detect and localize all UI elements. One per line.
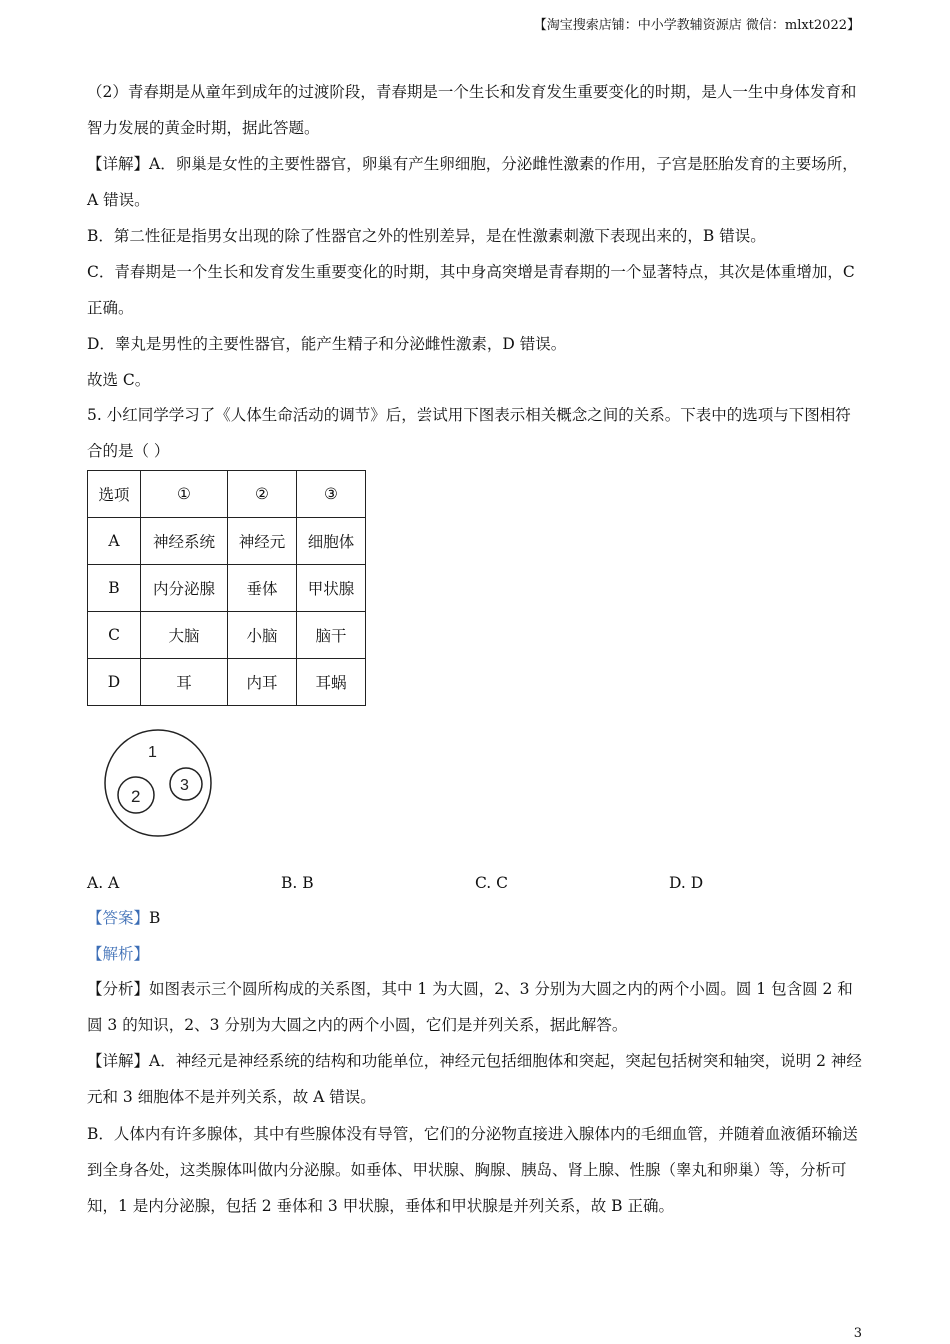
page-header: 【淘宝搜索店铺：中小学教辅资源店 微信：mlxt2022】	[533, 18, 860, 33]
table-cell: D	[88, 659, 141, 706]
table-cell: 大脑	[141, 612, 228, 659]
table-header-row	[88, 471, 366, 518]
label-1: 1	[148, 744, 157, 761]
table-cell: 细胞体	[297, 518, 366, 565]
table-header-cell: 选项	[88, 471, 141, 518]
options-table	[87, 470, 366, 706]
paragraph: 【分析】如图表示三个圆所构成的关系图，其中 1 为大圆，2、3 分别为大圆之内的两个小圆。圆 1 包含圆 2 和圆 3 的知识，2、3 分别为大圆之内的两个小圆，它们是并列关系，据此解答。	[87, 980, 853, 1034]
analysis-tag: 【解析】	[87, 945, 150, 963]
choice-d: D. D	[669, 874, 704, 892]
paragraph: C．青春期是一个生长和发育发生重要变化的时期，其中身高突增是青春期的一个显著特点，其次是体重增加，C 正确。	[87, 263, 855, 317]
choice-b: B. B	[281, 874, 314, 892]
table-cell: 神经系统	[141, 518, 228, 565]
table-header-cell: ①	[141, 471, 228, 518]
table-cell: 小脑	[228, 612, 297, 659]
table-cell: 脑干	[297, 612, 366, 659]
paragraph: B．第二性征是指男女出现的除了性器官之外的性别差异，是在性激素刺激下表现出来的，B 错误。	[87, 227, 766, 245]
paragraph: 【详解】A．卵巢是女性的主要性器官，卵巢有产生卵细胞，分泌雌性激素的作用，子宫是胚胎发育的主要场所，A 错误。	[87, 155, 858, 209]
question-5: 5. 小红同学学习了《人体生命活动的调节》后，尝试用下图表示相关概念之间的关系。下表中的选项与下图相符合的是（ ）	[87, 406, 851, 460]
table-cell: 耳蜗	[297, 659, 366, 706]
table-header-cell: ②	[228, 471, 297, 518]
label-3: 3	[180, 777, 189, 794]
table-row	[88, 518, 366, 565]
answer-tag: 【答案】	[87, 909, 150, 927]
table-cell: B	[88, 565, 141, 612]
table-row	[88, 565, 366, 612]
choice-a: A. A	[87, 874, 120, 892]
concept-circles-diagram	[100, 722, 220, 844]
answer-choices	[87, 870, 867, 896]
table-cell: 垂体	[228, 565, 297, 612]
table-cell: 内耳	[228, 659, 297, 706]
paragraph: D．睾丸是男性的主要性器官，能产生精子和分泌雌性激素，D 错误。	[87, 335, 567, 353]
table-cell: 内分泌腺	[141, 565, 228, 612]
paragraph: （2）青春期是从童年到成年的过渡阶段，青春期是一个生长和发育发生重要变化的时期，是人一生中身体发育和智力发展的黄金时期，据此答题。	[87, 83, 857, 137]
table-row	[88, 612, 366, 659]
paragraph: 故选 C。	[87, 371, 151, 389]
answer-line	[87, 900, 862, 936]
table-cell: C	[88, 612, 141, 659]
table-row	[88, 659, 366, 706]
answer-value: B	[149, 909, 161, 927]
table-header-cell: ③	[297, 471, 366, 518]
paragraph: 【详解】A．神经元是神经系统的结构和功能单位，神经元包括细胞体和突起，突起包括树突和轴突，说明 2 神经元和 3 细胞体不是并列关系，故 A 错误。	[87, 1052, 862, 1106]
table-cell: 甲状腺	[297, 565, 366, 612]
label-2: 2	[131, 787, 141, 806]
choice-c: C. C	[475, 874, 509, 892]
paragraph: B．人体内有许多腺体，其中有些腺体没有导管，它们的分泌物直接进入腺体内的毛细血管，并随着血液循环输送到全身各处，这类腺体叫做内分泌腺。如垂体、甲状腺、胸腺、胰岛、肾上腺、性腺（睾丸和卵巢）等，分析可知，1 是内分泌腺，包括 2 垂体和 3 甲状腺，垂体和甲状腺是并列关系，故 B 正确。	[87, 1125, 858, 1215]
table-cell: 耳	[141, 659, 228, 706]
outer-circle	[105, 730, 211, 836]
table-cell: A	[88, 518, 141, 565]
table-cell: 神经元	[228, 518, 297, 565]
page-number: 3	[853, 1326, 862, 1341]
